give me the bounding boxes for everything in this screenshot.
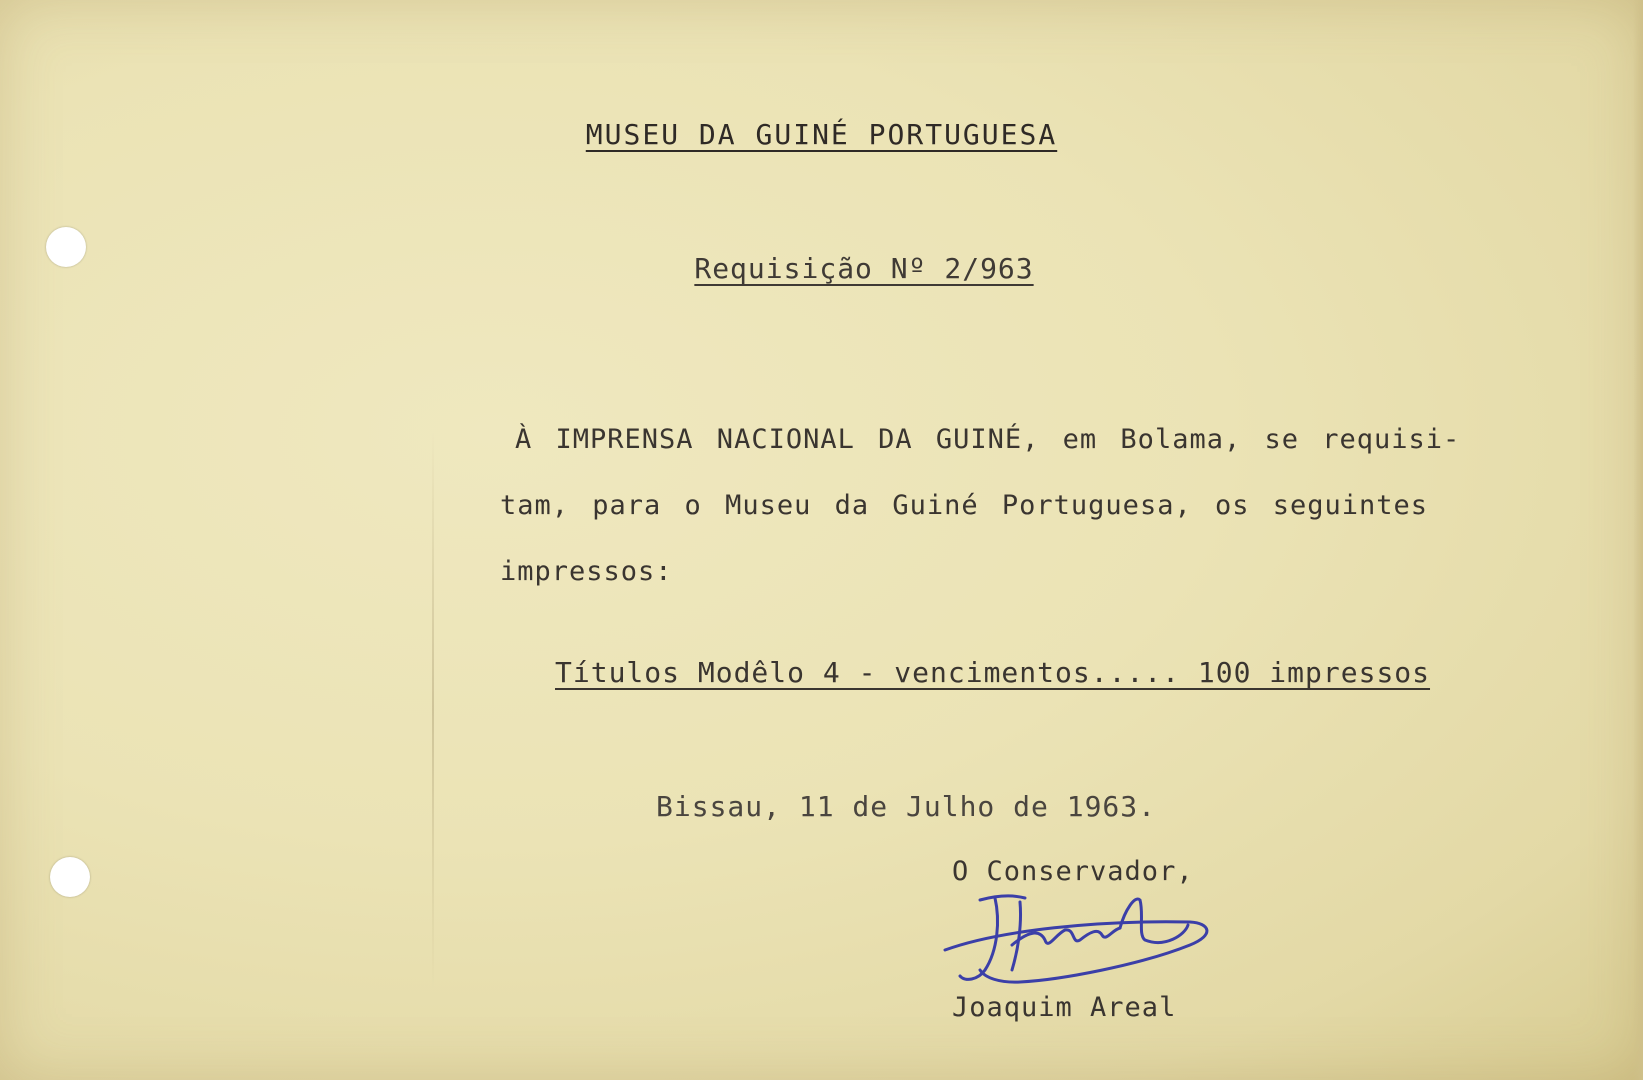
- signer-name: Joaquim Areal: [952, 992, 1177, 1023]
- body-line-2: tam, para o Museu da Guiné Portuguesa, os seguintes: [500, 490, 1429, 521]
- body-line-3: impressos:: [500, 556, 673, 587]
- requisition-number: Requisição Nº 2/963: [694, 252, 1034, 285]
- punch-hole-bottom: [50, 857, 90, 897]
- place-and-date: Bissau, 11 de Julho de 1963.: [656, 790, 1157, 823]
- closing-title: O Conservador,: [952, 856, 1194, 887]
- museum-header: MUSEU DA GUINÉ PORTUGUESA: [585, 118, 1058, 151]
- paper-edge: [1633, 0, 1643, 1080]
- paper-crease: [432, 430, 434, 990]
- body-line-1: À IMPRENSA NACIONAL DA GUINÉ, em Bolama, se requisi-: [515, 424, 1461, 455]
- handwritten-signature: [940, 890, 1230, 1000]
- requested-item-line: Títulos Modêlo 4 - vencimentos..... 100 impressos: [555, 656, 1431, 689]
